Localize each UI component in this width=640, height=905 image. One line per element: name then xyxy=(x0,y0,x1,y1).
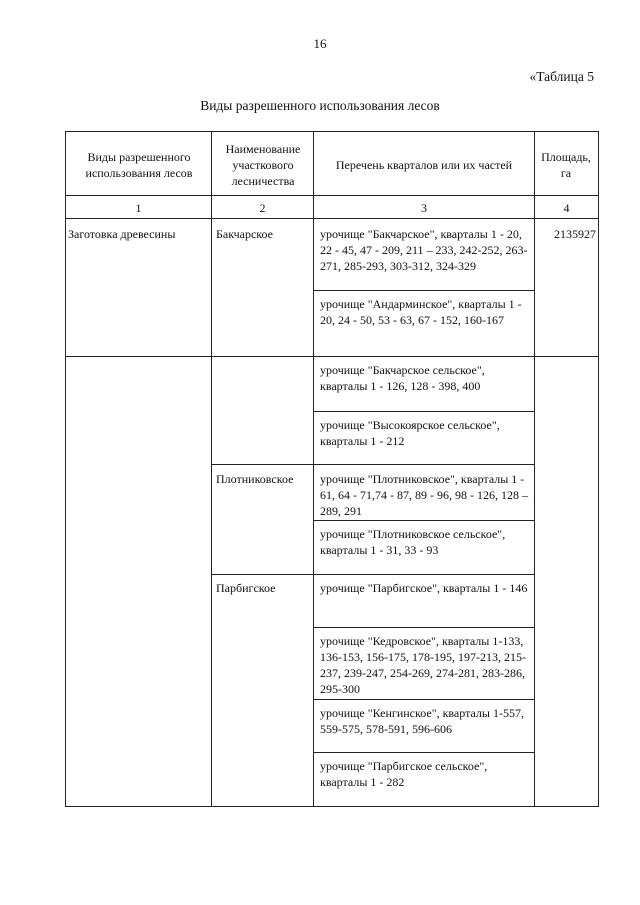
item-divider xyxy=(313,699,534,700)
quarters-item: урочище "Андарминское", кварталы 1 - 20, 24 - 50, 53 - 63, 67 - 152, 160-167 xyxy=(320,297,522,327)
header-quarters: Перечень кварталов или их частей xyxy=(335,158,513,172)
table-border-right xyxy=(598,356,599,807)
table-border-top xyxy=(65,131,599,132)
page-number: 16 xyxy=(313,36,327,51)
item-divider xyxy=(313,752,534,753)
header-forestry: Наименование участкового лесничества xyxy=(225,142,301,188)
column-divider xyxy=(534,131,535,356)
quarters-item: урочище "Плотниковское сельское", кварталы 1 - 31, 33 - 93 xyxy=(320,527,506,557)
area-cell: 2135927 xyxy=(554,227,596,241)
column-number: 4 xyxy=(563,201,570,215)
forestry-cell: Плотниковское xyxy=(216,472,294,486)
quarters-item: урочище "Парбигское", кварталы 1 - 146 xyxy=(320,581,528,595)
item-divider xyxy=(313,411,534,412)
column-divider xyxy=(211,131,212,356)
column-divider xyxy=(313,131,314,356)
forestry-cell: Бакчарское xyxy=(216,227,273,241)
column-divider xyxy=(534,356,535,807)
table-reference: «Таблица 5 xyxy=(529,69,594,84)
forestry-cell: Парбигское xyxy=(216,581,276,595)
header-area: Площадь, га xyxy=(541,150,591,180)
forestry-divider xyxy=(211,464,534,465)
table-title: Виды разрешенного использования лесов xyxy=(200,98,440,113)
quarters-item: урочище "Кедровское", кварталы 1-133, 136-153, 156-175, 178-195, 197-213, 215-237, 239-247, 254-269, 274-281, 283-286, 295-300 xyxy=(320,634,526,696)
forestry-divider xyxy=(211,574,534,575)
quarters-item: урочище "Плотниковское", кварталы 1 - 61, 64 - 71,74 - 87, 89 - 96, 98 - 126, 128 – 289, 291 xyxy=(320,472,528,518)
quarters-item: урочище "Бакчарское", кварталы 1 - 20, 22 - 45, 47 - 209, 211 – 233, 242-252, 263-271, 285-293, 303-312, 324-329 xyxy=(320,227,528,273)
item-divider xyxy=(313,520,534,521)
quarters-item: урочище "Парбигское сельское", кварталы 1 - 282 xyxy=(320,759,488,789)
table-border-right xyxy=(598,131,599,356)
column-divider xyxy=(313,356,314,807)
header-use-type: Виды разрешенного использования лесов xyxy=(85,150,193,180)
table-border-top xyxy=(65,356,599,357)
quarters-item: урочище "Бакчарское сельское", кварталы 1 - 126, 128 - 398, 400 xyxy=(320,363,485,393)
header-divider xyxy=(65,195,599,196)
quarters-item: урочище "Высокоярское сельское", кварталы 1 - 212 xyxy=(320,418,500,448)
item-divider xyxy=(313,290,534,291)
table-border-left xyxy=(65,356,66,807)
item-divider xyxy=(313,627,534,628)
table-border-bottom xyxy=(65,806,599,807)
column-divider xyxy=(211,356,212,807)
quarters-item: урочище "Кенгинское", кварталы 1-557, 559-575, 578-591, 596-606 xyxy=(320,706,524,736)
column-number: 3 xyxy=(421,201,427,215)
number-row-divider xyxy=(65,218,599,219)
use-type-cell: Заготовка древесины xyxy=(68,227,176,241)
column-number: 1 xyxy=(135,201,142,215)
column-number: 2 xyxy=(259,201,266,215)
table-border-left xyxy=(65,131,66,356)
